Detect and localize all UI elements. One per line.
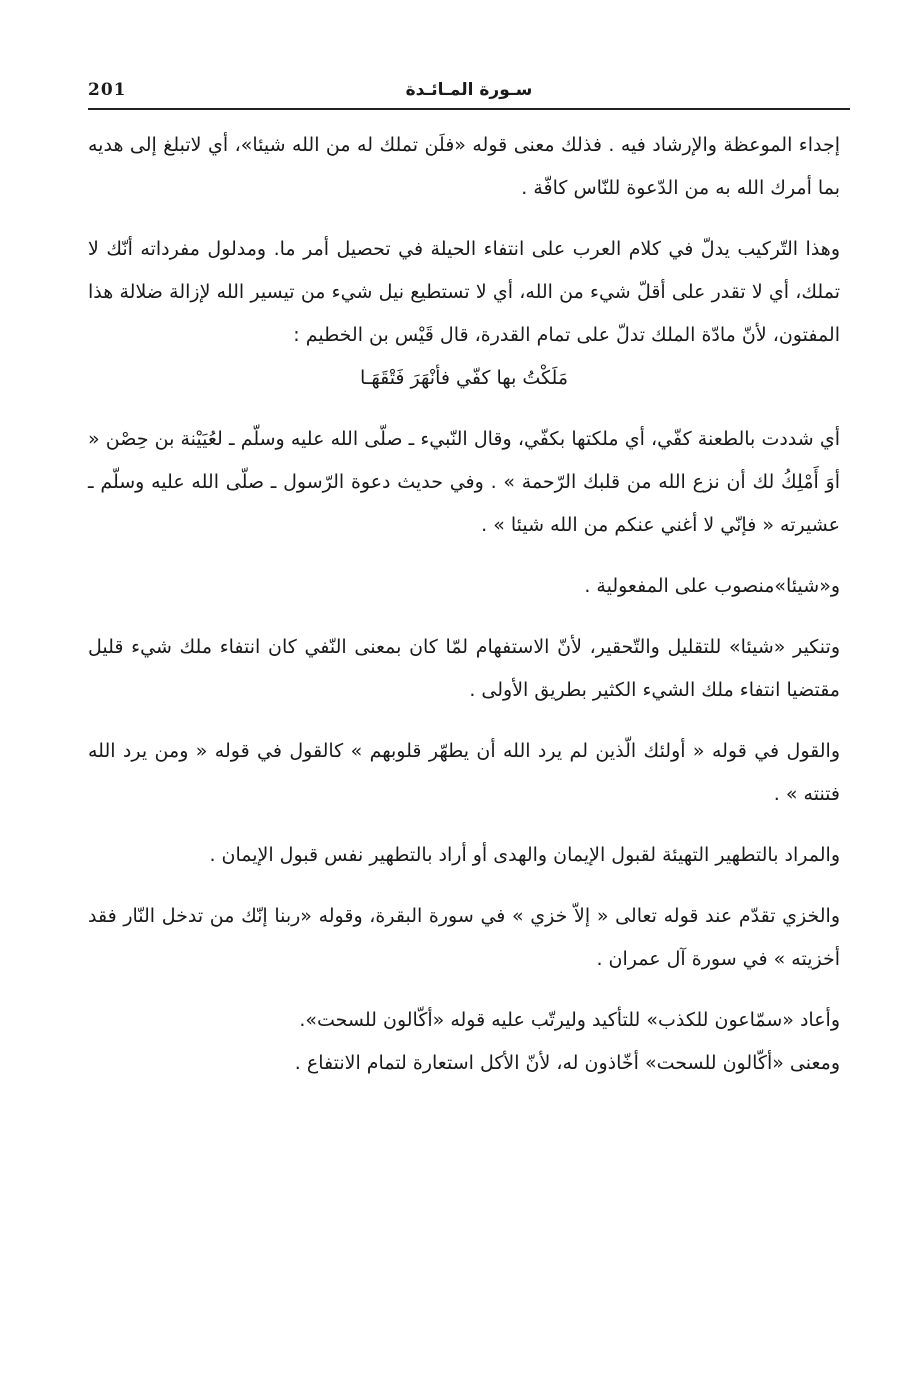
paragraph-1: إجداء الموعظة والإرشاد فيه . فذلك معنى قوله «فلَن تملك له من الله شيئا»، أي لاتبلغ إلى هديه بما أمرك الله به من الدّعوة للنّاس كافّة . xyxy=(88,134,840,199)
page-number: 201 xyxy=(88,80,127,100)
paragraph-10: ومعنى «أكّالون للسحت» أخّاذون له، لأنّ الأكل استعارة لتمام الانتفاع . xyxy=(294,1052,840,1074)
paragraph-6: والقول في قوله « أولئك الّذين لم يرد الله أن يطهّر قلوبهم » كالقول في قوله « ومن يرد الله فتنته » . xyxy=(88,740,840,805)
paragraph-7: والمراد بالتطهير التهيئة لقبول الإيمان والهدى أو أراد بالتطهير نفس قبول الإيمان . xyxy=(209,844,840,866)
paragraph-4: و«شيئا»منصوب على المفعولية . xyxy=(584,575,840,597)
header-divider xyxy=(88,108,850,110)
paragraph-5: وتنكير «شيئا» للتقليل والتّحقير، لأنّ الاستفهام لمّا كان بمعنى النّفي كان انتفاء ملك شيء قليل مقتضيا انتفاء ملك الشيء الكثير بطريق الأولى . xyxy=(88,636,840,701)
paragraph-2: وهذا التّركيب يدلّ في كلام العرب على انتفاء الحيلة في تحصيل أمر ما. ومدلول مفرداته أنّك لا تملك، أي لا تقدر على أقلّ شيء من الله، أي لا تستطيع نيل شيء من تيسير الله لإزالة ضلالة هذا المفتون، لأنّ مادّة الملك تدلّ على تمام القدرة، قال قَيْس بن الخطيم : xyxy=(88,238,840,346)
paragraph-8: والخزي تقدّم عند قوله تعالى « إلاّ خزي » في سورة البقرة، وقوله «ربنا إنّك من تدخل النّار فقد أخزيته » في سورة آل عمران . xyxy=(88,905,840,970)
paragraph-3: أي شددت بالطعنة كفّي، أي ملكتها بكفّي، وقال النّبيء ـ صلّى الله عليه وسلّم ـ لعُيَيْنة بن حِصْن « أوَ أَمْلِكُ لك أن نزع الله من قلبك الرّحمة » . وفي حديث دعوة الرّسول ـ صلّى الله عليه وسلّم ـ عشيرته « فإنّي لا أغني عنكم من الله شيئا » . xyxy=(88,428,840,536)
page-header xyxy=(88,80,850,108)
running-title: سـورة المـائـدة xyxy=(405,80,533,100)
poetry-verse: مَلَكْتُ بها كفّي فأنْهَرَ فَتْقَهَـا xyxy=(359,367,569,389)
paragraph-9: وأعاد «سمّاعون للكذب» للتأكيد وليرتّب عليه قوله «أكّالون للسحت». xyxy=(299,1009,840,1031)
page-body xyxy=(88,124,840,1085)
